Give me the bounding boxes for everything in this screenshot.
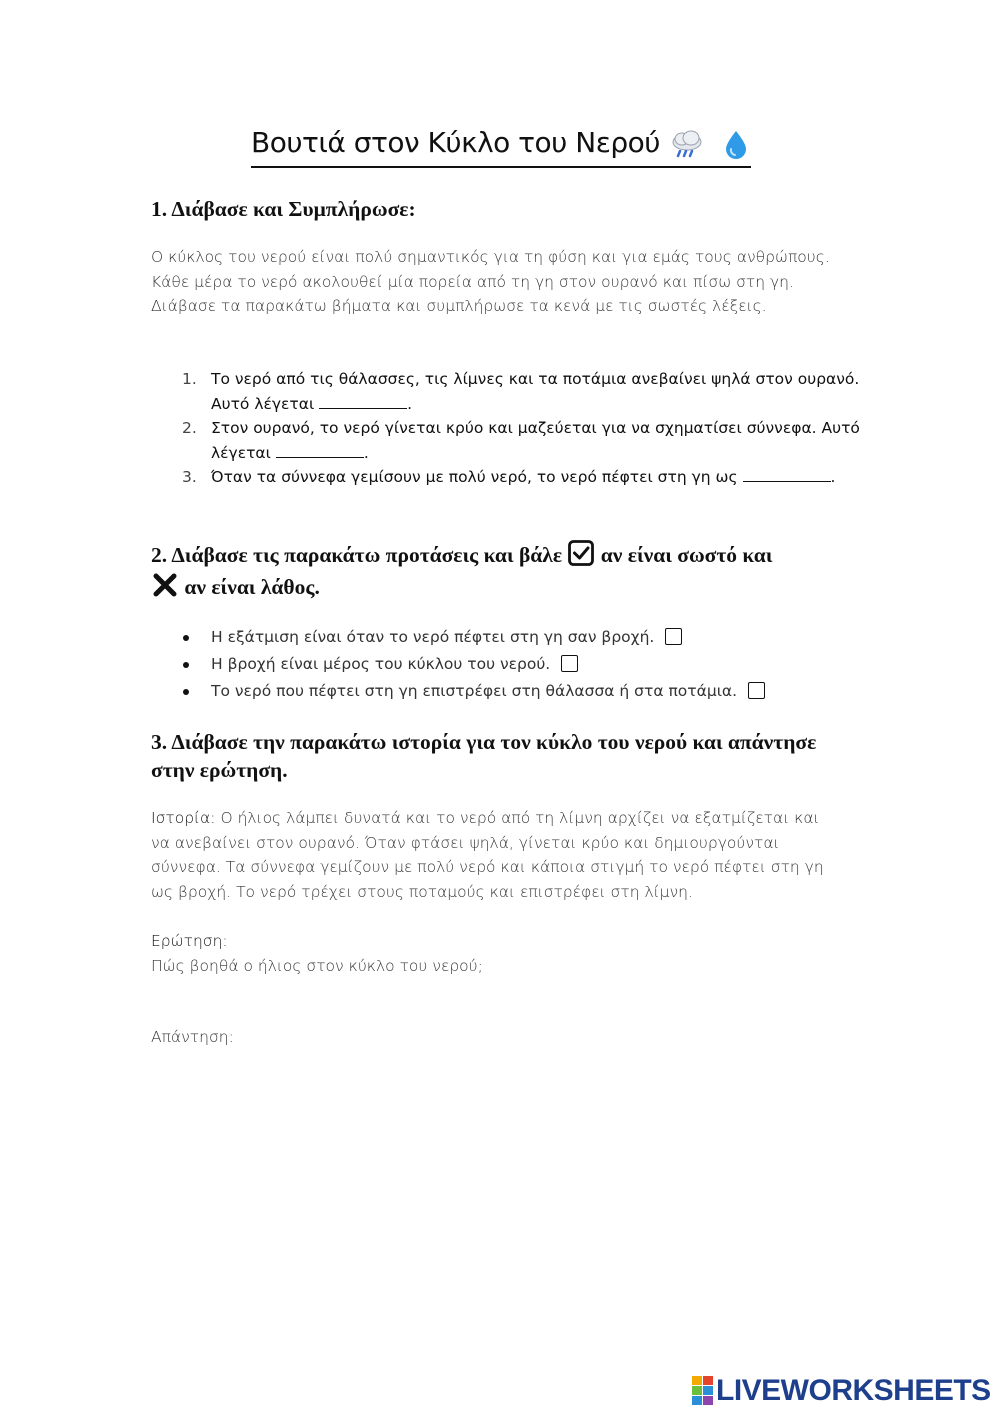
section2-heading-part3: αν είναι λάθος. (184, 575, 320, 599)
title-icons (670, 127, 750, 161)
list-item (151, 416, 861, 465)
page-title (251, 126, 751, 168)
question-text: Πώς βοηθά ο ήλιος στον κύκλο του νερού; (151, 956, 483, 975)
item-end: . (407, 394, 413, 413)
true-false-list (151, 624, 851, 705)
section2-heading-part2: αν είναι σωστό και (600, 543, 773, 567)
droplet-icon (721, 129, 751, 161)
question-block (151, 929, 851, 978)
answer-checkbox[interactable] (748, 682, 765, 699)
section1-heading: 1. Διάβασε και Συμπλήρωσε: (151, 197, 416, 221)
fill-blank-3[interactable] (743, 466, 831, 482)
brand-name: LIVEWORKSHEETS (716, 1374, 991, 1407)
bullet-icon (183, 635, 189, 641)
item-end: . (830, 468, 836, 486)
item-number: 3. (182, 468, 197, 486)
item-text: Όταν τα σύννεφα γεμίσουν με πολύ νερό, το νερό πέφτει στη γη ως (211, 468, 738, 486)
page-title-text: Βουτιά στον Κύκλο του Νερού (251, 126, 660, 159)
item-text: Στον ουρανό, το νερό γίνεται κρύο και μαζεύεται για να σχηματίσει σύννεφα. Αυτό λέγεται (211, 419, 860, 462)
fill-blank-2[interactable] (276, 442, 364, 458)
cross-mark-icon (151, 571, 179, 599)
item-number: 2. (182, 419, 197, 437)
item-end: . (363, 443, 369, 462)
section2-heading-part1: 2. Διάβασε τις παρακάτω προτάσεις και βάλε (151, 543, 563, 567)
answer-checkbox[interactable] (665, 628, 682, 645)
story-paragraph (151, 806, 841, 904)
section1-intro: Ο κύκλος του νερού είναι πολύ σημαντικός για τη φύση και για εμάς τους ανθρώπους. Κάθε μέρα το νερό ακολουθεί μία πορεία από τη γη στον ουρανό και πίσω στη γη. Διάβασε τα παρακάτω βήματα και συμπλήρωσε τα κενά με τις σωστές λέξεις. (151, 248, 830, 315)
statement-text: Το νερό που πέφτει στη γη επιστρέφει στη θάλασσα ή στα ποτάμια. (211, 682, 738, 700)
fill-blank-1[interactable] (319, 393, 407, 409)
section2-heading (151, 539, 861, 603)
answer-checkbox[interactable] (561, 655, 578, 672)
list-item (151, 678, 851, 705)
list-item (151, 624, 851, 651)
statement-text: Η βροχή είναι μέρος του κύκλου του νερού. (211, 655, 551, 673)
list-item (151, 465, 861, 490)
list-item (151, 367, 861, 416)
bullet-icon (183, 689, 189, 695)
story-label: Ιστορία: (151, 809, 216, 827)
item-number: 1. (182, 370, 197, 388)
bullet-icon (183, 662, 189, 668)
statement-text: Η εξάτμιση είναι όταν το νερό πέφτει στη γη σαν βροχή. (211, 628, 655, 646)
story-text: Ο ήλιος λάμπει δυνατά και το νερό από τη λίμνη αρχίζει να εξατμίζεται και να ανεβαίνει στον ουρανό. Όταν φτάσει ψηλά, γίνεται κρύο και δημιουργούνται σύννεφα. Τα σύννεφα γεμίζουν με πολύ νερό και κάποια στιγμή το νερό πέφτει στη γη ως βροχή. Το νερό τρέχει στους ποταμούς και επιστρέφει στη λίμνη. (151, 809, 824, 901)
item-text: Το νερό από τις θάλασσες, τις λίμνες και τα ποτάμια ανεβαίνει ψηλά στον ουρανό. Αυτό λέγεται (211, 370, 860, 413)
liveworksheets-logo (692, 1374, 991, 1408)
cloud-rain-icon (670, 130, 704, 160)
answer-label: Απάντηση: (151, 1028, 234, 1046)
list-item (151, 651, 851, 678)
live-tiles-icon (692, 1376, 714, 1406)
section3-heading: 3. Διάβασε την παρακάτω ιστορία για τον κύκλο του νερού και απάντησε στην ερώτηση. (151, 730, 817, 782)
question-label: Ερώτηση: (151, 932, 228, 950)
fill-in-list (151, 367, 861, 490)
checkbox-checked-icon (567, 539, 595, 567)
